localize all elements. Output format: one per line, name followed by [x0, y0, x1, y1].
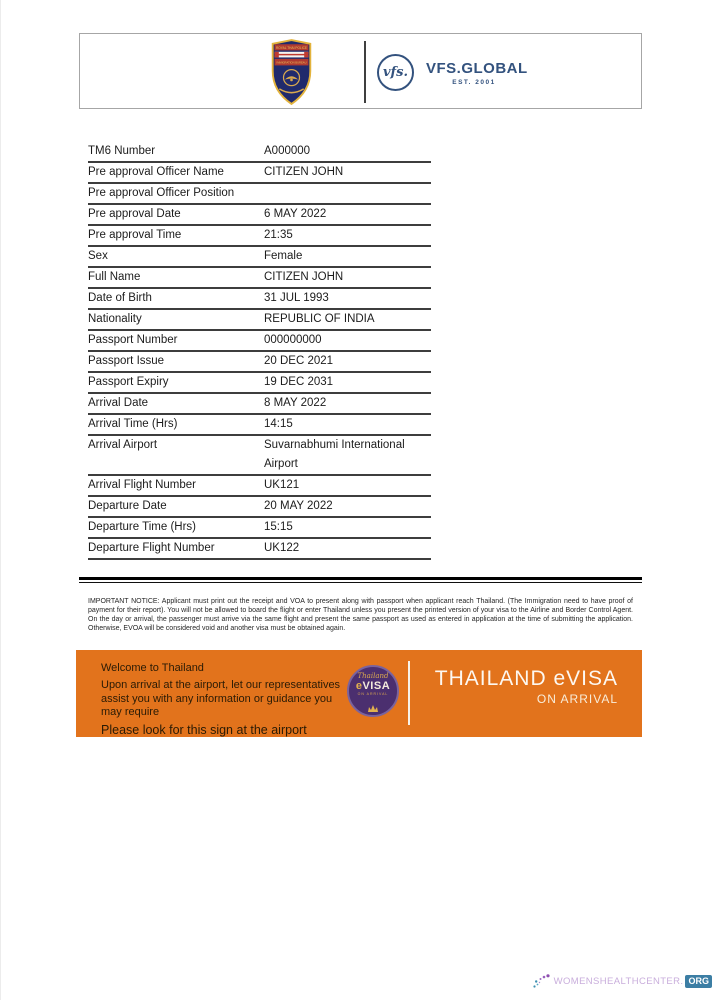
field-value: 19 DEC 2031	[264, 376, 334, 388]
table-row	[88, 142, 431, 163]
evisa-banner	[76, 650, 642, 737]
table-row	[88, 436, 431, 476]
field-label: Arrival Flight Number	[88, 479, 196, 491]
field-value: 14:15	[264, 418, 293, 430]
field-label: Departure Date	[88, 500, 167, 512]
field-value: Female	[264, 250, 303, 262]
important-notice: IMPORTANT NOTICE: Applicant must print out the receipt and VOA to present along with passport when applicant reach Thailand. (The Immigration need to have proof of payment for their report). You will not be allowed to board the flight or enter Thailand unless you present the printed version of your visa to the Airline and Border Control Agent. On the day or arrival, the passenger must arrive via the same flight and present the same passport as used as entered in application at the time of submitting the application. Otherwise, EVOA will be considered void and another visa must be obtained again.	[88, 598, 633, 632]
field-value: Suvarnabhumi International Airport	[264, 439, 405, 470]
table-row	[88, 539, 431, 560]
field-value: CITIZEN JOHN	[264, 166, 344, 178]
banner-divider	[408, 661, 410, 725]
table-row	[88, 163, 431, 184]
field-value: 15:15	[264, 521, 293, 533]
field-label: Pre approval Date	[88, 208, 181, 220]
field-label: Arrival Airport	[88, 439, 158, 451]
badge-script-text: Thailand	[357, 672, 389, 680]
field-value: UK121	[264, 479, 300, 491]
field-label: Date of Birth	[88, 292, 152, 304]
badge-evisa-text: eVISA	[355, 680, 391, 692]
field-label: Pre approval Officer Position	[88, 187, 235, 199]
table-row	[88, 476, 431, 497]
table-row	[88, 205, 431, 226]
field-label: Arrival Time (Hrs)	[88, 418, 178, 430]
field-label: TM6 Number	[88, 145, 156, 157]
table-row	[88, 352, 431, 373]
table-row	[88, 331, 431, 352]
field-label: Full Name	[88, 271, 141, 283]
field-label: Sex	[88, 250, 108, 262]
table-row	[88, 497, 431, 518]
table-row	[88, 415, 431, 436]
watermark-name: WOMENSHEALTHCENTER.	[553, 975, 684, 987]
field-label: Passport Expiry	[88, 376, 169, 388]
field-value: 21:35	[264, 229, 293, 241]
vfs-established: EST. 2001	[452, 79, 496, 86]
badge-top-text: ROYAL THAI POLICE	[275, 46, 308, 51]
field-value: 31 JUL 1993	[264, 292, 329, 304]
visa-details-table	[88, 142, 431, 560]
field-label: Passport Number	[88, 334, 178, 346]
field-value: A000000	[264, 145, 311, 157]
field-value: UK122	[264, 542, 300, 554]
section-divider	[79, 577, 642, 583]
badge-on-arrival-text: ON ARRIVAL	[357, 692, 389, 696]
vfs-brand-name: VFS.GLOBAL	[426, 60, 528, 77]
field-value: 20 DEC 2021	[264, 355, 334, 367]
field-label: Passport Issue	[88, 355, 165, 367]
badge-crown-icon	[349, 699, 397, 717]
field-label: Pre approval Officer Name	[88, 166, 224, 178]
table-row	[88, 268, 431, 289]
table-row	[88, 394, 431, 415]
field-value: REPUBLIC OF INDIA	[264, 313, 375, 325]
banner-assist-text: Upon arrival at the airport, let our representatives assist you with any information or guidance you may require	[101, 679, 341, 718]
thai-police-immigration-badge-icon	[268, 39, 315, 105]
table-row	[88, 247, 431, 268]
field-label: Arrival Date	[88, 397, 149, 409]
badge-band-text: IMMIGRATION BUREAU	[276, 60, 307, 65]
field-value: 000000000	[264, 334, 322, 346]
field-value: 20 MAY 2022	[264, 500, 333, 512]
field-label: Pre approval Time	[88, 229, 182, 241]
field-value: CITIZEN JOHN	[264, 271, 344, 283]
banner-title: THAILAND eVISA	[434, 667, 618, 690]
field-value: 8 MAY 2022	[264, 397, 327, 409]
table-row	[88, 184, 431, 205]
field-label: Departure Time (Hrs)	[88, 521, 196, 533]
vfs-monogram-icon	[377, 54, 414, 91]
vfs-monogram-text: vfs.	[383, 65, 408, 80]
table-row	[88, 226, 431, 247]
watermark-logo-icon	[532, 973, 552, 989]
header-divider	[364, 41, 366, 103]
banner-title-block	[426, 667, 618, 706]
field-label: Nationality	[88, 313, 142, 325]
header-logo-panel	[79, 33, 642, 109]
watermark-tld-badge: ORG	[685, 975, 712, 988]
table-row	[88, 518, 431, 539]
banner-sign-text: Please look for this sign at the airport	[101, 722, 307, 737]
field-label: Departure Flight Number	[88, 542, 215, 554]
table-row	[88, 310, 431, 331]
site-watermark	[532, 973, 712, 989]
banner-welcome-text: Welcome to Thailand	[101, 662, 204, 674]
evisa-on-arrival-badge-icon	[347, 665, 399, 717]
banner-subtitle: ON ARRIVAL	[536, 692, 618, 706]
field-value: 6 MAY 2022	[264, 208, 327, 220]
banner-welcome-block	[101, 662, 353, 737]
table-row	[88, 373, 431, 394]
table-row	[88, 289, 431, 310]
